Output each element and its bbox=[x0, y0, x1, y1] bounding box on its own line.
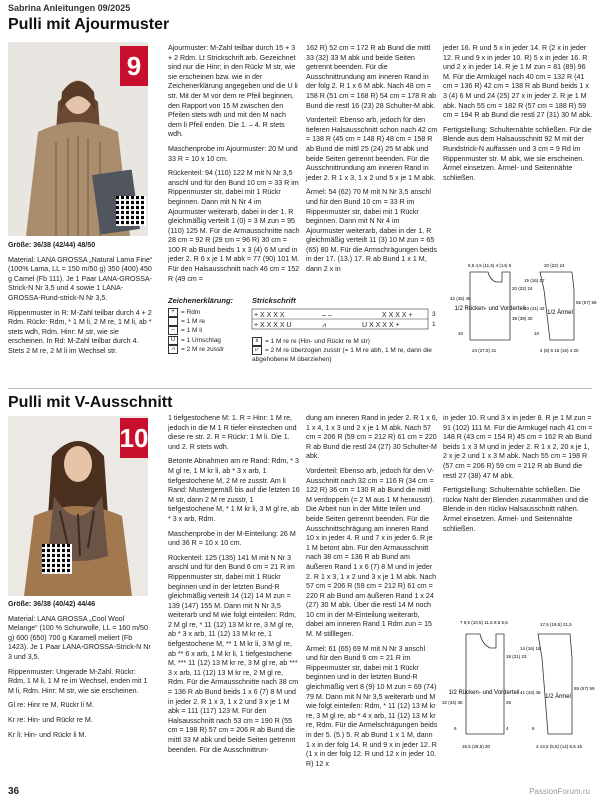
pattern2-col4-p1: in jeder 10. R und 3 x in jeder 8. R je 1 M zun = 91 (102) 111 M. Für die Armkugel nach 41 cm = 148 R (43 cm = 154 R) 45 cm = 162 R ab Bund beids 1 x 3 M und in jeder 2. R 1 x 2, 20 x je 1, 2 x je 2 und 1 x 3 M abk. Nach 55 cm = 198 R (57 cm = 206 R) 59 cm = 212 R ab Bund die restl 27 (38) 47 M abk. bbox=[443, 414, 593, 480]
pattern1-vorderteil: Vorderteil: Ebenso arb, jedoch für den tieferen Halsausschnitt schon nach 42 cm = 138 R (45 cm = 148 R) 48 cm = 158 R ab Bund die mittl 25 (24) 25 M abk und beide Seiten getrennt beenden. Für die Ausschnittrundung am inneren Rand in jeder 2. R 1 x 3, 1 x 2 und 5 x je 1 M abk. bbox=[306, 116, 438, 182]
pattern1-number-badge: 9 bbox=[120, 46, 148, 86]
svg-text:⩘: ⩘ bbox=[322, 322, 326, 329]
pattern2-col1 bbox=[8, 600, 153, 745]
chart-note: = 2 M re überzogen zusstr (= 1 M re abh, 1 M re, dann die abgehobene M überziehen) bbox=[252, 347, 432, 364]
magazine-header: Sabrina Anleitungen 09/2025 bbox=[8, 3, 131, 13]
p2-sleeve-h: 6 bbox=[532, 726, 535, 731]
symbol-yarnover-icon: U bbox=[168, 336, 178, 345]
legend-item: = 1 M re bbox=[181, 318, 206, 326]
symbol-knit-icon bbox=[168, 317, 178, 326]
pattern1-aermel: Ärmel: 54 (62) 70 M mit N Nr 3,5 anschl und für den Bund 10 cm = 33 R im Rippenmuster str, dabei mit 1 Rückr beginnen. Dann mit N Nr 4 im Ajourmuster weiterarb, dabei in der 1. R gleichmäßig verteilt 11 (3) 10 M zun = 65 (65) 80 M. Für die Armschrägungen beids in der 17. (13.) 17. R ab Bund 1 x 1 M, dann 2 x in bbox=[306, 188, 437, 274]
symbol-purl-icon: – bbox=[168, 326, 178, 335]
chart-row-label: 3 bbox=[432, 311, 436, 318]
p2-sleeve-h: 14 (16) 18 bbox=[520, 646, 541, 651]
p2-body-h: 6 bbox=[454, 726, 457, 731]
legend-item: = 2 M re zusstr bbox=[181, 346, 225, 354]
pattern2-rippen: Rippenmuster: Ungerade M-Zahl. Rückr: Rdm, 1 M li, 1 M re im Wechsel, enden mit 1 M li, Rdm. Hinr: M str, wie sie erscheinen. bbox=[8, 667, 148, 695]
symbol-rdm-icon: + bbox=[168, 308, 178, 317]
legend-item: = Rdm bbox=[181, 309, 201, 317]
p1-body-label: 1/2 Rücken- und Vorderteil bbox=[454, 306, 526, 312]
pattern2-gl: Gl re: Hinr re M, Rückr li M. bbox=[8, 701, 94, 710]
pattern1-col1 bbox=[8, 241, 153, 362]
p2-sleeve-top: 17,5 (19,5) 21,5 bbox=[540, 622, 572, 627]
pattern2-qr-icon[interactable] bbox=[42, 544, 72, 574]
svg-text:+ X X X X: + X X X X bbox=[254, 312, 285, 319]
p1-sleeve-bottom: 4 (8) 6 16 (16) 4 20 bbox=[540, 348, 579, 353]
p1-sleeve-top: 20 (22) 24 bbox=[544, 263, 565, 268]
pattern1-rippen: Rippenmuster in R: M-Zahl teilbar durch 4 + 2 Rdm. Rückr: Rdm, * 1 M li, 2 M re, 1 M li, ab * stets wdh, Rdm. Hinr: M str, wie sie erscheinen. In Rd: M-Zahl teilbar durch 4. Stets 2 M re, 2 M li im Wechsel str. bbox=[8, 308, 152, 355]
pattern1-ajour-text: Ajourmuster: M-Zahl teilbar durch 15 + 3 + 2 Rdm. Lt Strickschrift arb. Gezeichnet sind nur die Hinr; in den Rückr M str, wie sie erscheinen bzw. wie in der Zeichenerklärung angegeben und die U li str. Mit der M vor dem re Pfeil beginnen, den Rapport von 15 M zwischen den Pfeilen stets wdh und mit den M nach dem li Pfeil enden. Die 1. – 4. R stets wdh. bbox=[168, 44, 298, 139]
pattern2-tiefgestochen: 1 tiefgestochene M: 1. R = Hinr: 1 M re, jedoch in die M 1 R tiefer einstechen und diese re str. 2. R = Rückr: 1 M li. Die 1. und 2. R stets wdh. bbox=[168, 414, 297, 451]
p1-body-bottom: 24 (27,5) 31 bbox=[472, 348, 497, 353]
pattern1-chart-title: Strickschrift bbox=[252, 296, 296, 305]
pattern2-krli: Kr li: Hin- und Rückr li M. bbox=[8, 730, 87, 739]
pattern2-number-badge: 10 bbox=[120, 418, 148, 458]
pattern1-knitting-chart bbox=[252, 308, 428, 330]
p2-body-h: 4 bbox=[506, 726, 509, 731]
pattern2-fertigstellung: Fertigstellung: Schulternähte schließen. Die rückw Naht der Blenden zusammähen und die Blende in den rückw Halsausschnitt nähen. Ärmel einsetzen. Ärmel- und Seitennähte schließen. bbox=[443, 486, 589, 533]
pattern2-title: Pulli mit V-Ausschnitt bbox=[8, 394, 173, 411]
watermark: PassionForum.ru bbox=[529, 787, 590, 796]
pattern1-photo bbox=[8, 42, 148, 236]
p1-sleeve-label: 1/2 Ärmel bbox=[547, 310, 573, 316]
pattern1-fertigstellung: Fertigstellung: Schulternähte schließen. Für die Blende aus dem Halsausschnitt 92 M mit der Rundstrick-N auffassen und 3 cm = 9 Rd im Rippenmuster str. M abk, wie sie erscheinen. Ärmel einsetzen. Ärmel- und Seitennähte schließen. bbox=[443, 125, 592, 182]
pattern2-col4 bbox=[443, 414, 593, 539]
p2-body-label: 1/2 Rücken- und Vorderteil bbox=[448, 690, 520, 696]
pattern1-title: Pulli mit Ajourmuster bbox=[8, 16, 170, 33]
pattern1-qr-icon[interactable] bbox=[116, 196, 146, 226]
pattern2-col3 bbox=[306, 414, 438, 774]
p2-body-h: 19 (21) 23 bbox=[506, 654, 527, 659]
p2-body-top: 7 9,5 (10,5) 11,5 8,5 5,5 bbox=[460, 620, 508, 625]
legend-item: = 1 M li bbox=[181, 327, 203, 335]
svg-text:– –: – – bbox=[322, 312, 332, 319]
pattern2-schematic bbox=[440, 614, 595, 774]
p2-sleeve-bottom: 4 13,5 (5,5) (14) 6,5 15 bbox=[536, 744, 583, 749]
p1-sleeve-h: 10 bbox=[534, 331, 540, 336]
section-divider bbox=[8, 388, 592, 389]
pattern1-legend-title: Zeichenerklärung: bbox=[168, 296, 234, 305]
symbol-k2tog-icon: ⩘ bbox=[168, 345, 178, 354]
pattern2-sizes: Größe: 36/38 (40/42) 44/46 bbox=[8, 600, 96, 608]
pattern1-material: Material: LANA GROSSA „Natural Lama Fine“ (100% Lama, LL = 150 m/50 g) 350 (400) 450 g Camel (Fb 111). Je 1 Paar LANA-GROSSA-Strick-N Nr 3,5 und 4 sowie 1 LANA-GROSSA-Rund-strick-N Nr 3,5. bbox=[8, 255, 153, 302]
pattern2-material: Material: LANA GROSSA „Cool Wool Melange“ (100 % Schurwolle, LL = 160 m/50 g) 600 (650) 700 g Karamell meliert (Fb 1423). Je 1 Paar LANA-GROSSA-Strick-N Nr 3 und 3,5. bbox=[8, 614, 151, 661]
p1-body-h: 10 bbox=[458, 331, 464, 336]
pattern2-col2 bbox=[168, 414, 300, 760]
pattern2-photo bbox=[8, 416, 148, 596]
svg-text:U X X X X +: U X X X X + bbox=[362, 322, 400, 329]
chart-note: = 1 M re re (Hin- und Rückr re M str) bbox=[265, 338, 370, 346]
pattern1-maschenprobe: Maschenprobe im Ajourmuster: 20 M und 33 R = 10 x 10 cm. bbox=[168, 144, 298, 163]
p1-body-h: 38 (39) 30 bbox=[512, 316, 533, 321]
pattern1-ruecken: Rückenteil: 94 (110) 122 M mit N Nr 3,5 anschl und für den Bund 10 cm = 33 R im Rippenmuster str, dabei mit 1 Rückr beginnen. Dann mit N Nr 4 im Ajourmuster weiterarb, dabei in der 1. R gleichmäßig verteilt 1 (0) = 3 M zun = 95 (110) 125 M. Für die Armausschnitte nach 28 cm = 92 R (29 cm = 96 R) 30 cm = 100 R ab Bund beids 1 x 3 (4) 6 M und in jeder 2. R 6 x je 1 M abk = 77 (90) 101 M. Für den Halsausschnitt nach 46 cm = 152 R (49 cm = bbox=[168, 169, 300, 283]
p2-body-h: 25 bbox=[506, 700, 512, 705]
page-number: 36 bbox=[8, 786, 20, 797]
pattern1-legend bbox=[168, 296, 248, 354]
symbol-garter-icon: x bbox=[252, 337, 262, 346]
legend-item: = 1 Umschlag bbox=[181, 336, 221, 344]
pattern1-col4-p1: jeder 16. R und 5 x in jeder 14. R (2 x in jeder 12. R und 9 x in jeder 10. R) 5 x in jeder 16. R und 2 x in jeder 14. R je 1 M zun = 81 (89) 96 M. Für die Armkugel nach 40 cm = 132 R (41 cm = 136 R) 42 cm = 138 R ab Bund beids 1 x 3 (4) 6 M und 24 (25) 27 x in jeder 2. R je 1 M abk. Nach 55 cm = 182 R (57 cm = 188 R) 59 cm = 194 R ab Bund die restl 27 (31) 30 M abk. bbox=[443, 44, 593, 120]
pattern2-ruecken: Rückenteil: 125 (135) 141 M mit N Nr 3 anschl und für den Bund 6 cm = 21 R im Rippenmuster str, dabei mit 1 Rückr beginnen und in der letzten Bund-R gleichmäßig verteilt 14 (12) 14 M zun = 139 (147) 155 M. Dann mit N Nr 3,5 weiterarb und M wie folgt einteilen: Rdm, 2 M gl re, * 11 (12) 13 M kr re, 3 M gl re, ab * 3 x arb, 11 (12) 13 M kr re, 1 tiefgestochene M, ** 1 M kr li, 3 M gl re, ab ** 6 x arb, 1 M kr li, 1 tiefgestochene M, *** 11 (12) 13 M kr re, 3 M gl re, ab *** 3 x arb, 11 (12) 13 M kr re, 2 M gl re, Rdm. Für die Armausschnitte nach 38 cm = 136 R ab Bund beids 1 x 6 (7) 8 M und in jeder 2. R 1 x 3, 1 x 2 und 3 x je 1 M abk = 111 (117) 123 M. Für den Halsausschnitt nach 53 cm = 190 R (55 cm = 198 R) 57 cm = 206 R ab Bund die mittl 33 M abk und beide Seiten getrennt beenden. Für die Ausschnittrun- bbox=[168, 553, 299, 754]
p1-sleeve-h: 15 (16) 17 bbox=[524, 278, 545, 283]
p1-body-top: 8,5 4,5 (11,5) 4 (14) 5 bbox=[468, 263, 512, 268]
pattern1-sizes: Größe: 36/38 (42/44) 48/50 bbox=[8, 241, 96, 249]
p1-body-h: 20 (22) 24 bbox=[512, 286, 533, 291]
pattern2-abnahmen: Betonte Abnahmen am re Rand: Rdm, * 3 M gl re, 1 M kr li, ab * 3 x arb, 1 tiefgestochene M, 2 M re zusstr. Am li Rand: Mustergemäß bis auf die letzten 16 M str, dann 2 M re zusstr, 1 tiefgestochene M, * 1 M kr li, 3 M gl re, ab * 3 x arb, Rdm. bbox=[168, 457, 300, 523]
pattern1-col4 bbox=[443, 44, 593, 188]
chart-row-label: 1 bbox=[432, 321, 436, 328]
pattern1-chart bbox=[252, 296, 436, 364]
pattern2-vorderteil: Vorderteil: Ebenso arb, jedoch für den V-Ausschnitt nach 32 cm = 116 R (34 cm = 122 R) 36 cm = 130 R ab Bund die mittl M verdoppeln (= 2 M aus 1 M herausstr). Die Arbeit nun in der Mitte teilen und beide Seiten getrennt beenden. Für die Ausschnittschrägung am inneren Rand 10 x in jeder 4. R und 7 x in jeder 6. R je 1 M betont abn. Für den Armausschnitt nach 38 cm = 136 R ab Bund am äußeren Rand 1 x 6 (7) 8 M und in jeder 2. R 1 x 3, 1 x 2 und 3 x je 1 M abk. Nach 57 cm = 206 R (59 cm = 212 R) 61 cm = 220 R ab Bund am äußeren Rand 1 x 24 (27) 30 M abk. Über die restl 14 M noch 10 cm in der M-Einteilung weiterarb, dabei am inneren Rand 1 Rdm zun = 15 M. M stilllegen. bbox=[306, 466, 437, 639]
pattern1-col3 bbox=[306, 44, 438, 280]
p1-body-h: 42 (45) 48 bbox=[450, 296, 471, 301]
p2-body-bottom: 26,5 (28,5) 30 bbox=[462, 744, 491, 749]
svg-text:+ X X X X U: + X X X X U bbox=[254, 322, 292, 329]
pattern2-aermel: Ärmel: 61 (65) 69 M mit N Nr 3 anschl und für den Bund 6 cm = 21 R im Rippenmuster str, dabei mit 1 Rückr beginnen und in der letzten Bund-R gleichmäßig vert 8 (9) 10 M zun = 69 (74) 79 M. Dann mit N Nr 3,5 weiterarb und M wie folgt einteilen: Rdm, * 11 (12) 13 M kr re, 3 M gl re, ab * 4 x arb, 11 (12) 13 M kr re, Rdm. Für die Armelschrägungen beids in der 5. (5.) 5. R ab Bund 1 x 1 M, dann 1 x in der folg 14. R und 9 x in jeder 12. R (1 x in der folg 12. R und 12 x in jeder 10. R) 12 x bbox=[306, 644, 438, 768]
p1-sleeve-h: 55 (57) 59 bbox=[576, 300, 597, 305]
symbol-skp-icon: ⩗ bbox=[252, 346, 262, 355]
pattern1-col2 bbox=[168, 44, 300, 289]
p1-sleeve-h: 40 (41) 42 bbox=[524, 306, 545, 311]
pattern2-col3-p1: dung am inneren Rand in jeder 2. R 1 x 6, 1 x 4, 1 x 3 und 2 x je 1 M abk. Nach 57 cm = 206 R (59 cm = 212 R) 61 cm = 220 R ab Bund die restl 24 (27) 30 Schulter-M abk. bbox=[306, 414, 438, 461]
svg-text:X X X X +: X X X X + bbox=[382, 312, 413, 319]
pattern2-maschenprobe: Maschenprobe in der M-Einteilung: 26 M und 36 R = 10 x 10 cm. bbox=[168, 529, 296, 548]
p2-sleeve-label: 1/2 Ärmel bbox=[545, 694, 571, 700]
pattern1-schematic bbox=[440, 260, 597, 360]
pattern2-kr: Kr re: Hin- und Rückr re M. bbox=[8, 715, 93, 724]
p2-sleeve-h: 41 (43) 45 bbox=[520, 690, 541, 695]
p2-sleeve-h: 55 (57) 59 bbox=[574, 686, 595, 691]
pattern1-col3-p1: 162 R) 52 cm = 172 R ab Bund die mittl 33 (32) 33 M abk und beide Seiten getrennt beenden. Für die Ausschnittrundung am inneren Rand in der folg 2. R 1 x 6 M abk. Nach 48 cm = 158 R (51 cm = 168 R) 54 cm = 178 R ab Bund die restl 16 (23) 28 Schulter-M abk. bbox=[306, 44, 437, 110]
p2-body-h: 32 (34) 36 bbox=[442, 700, 463, 705]
